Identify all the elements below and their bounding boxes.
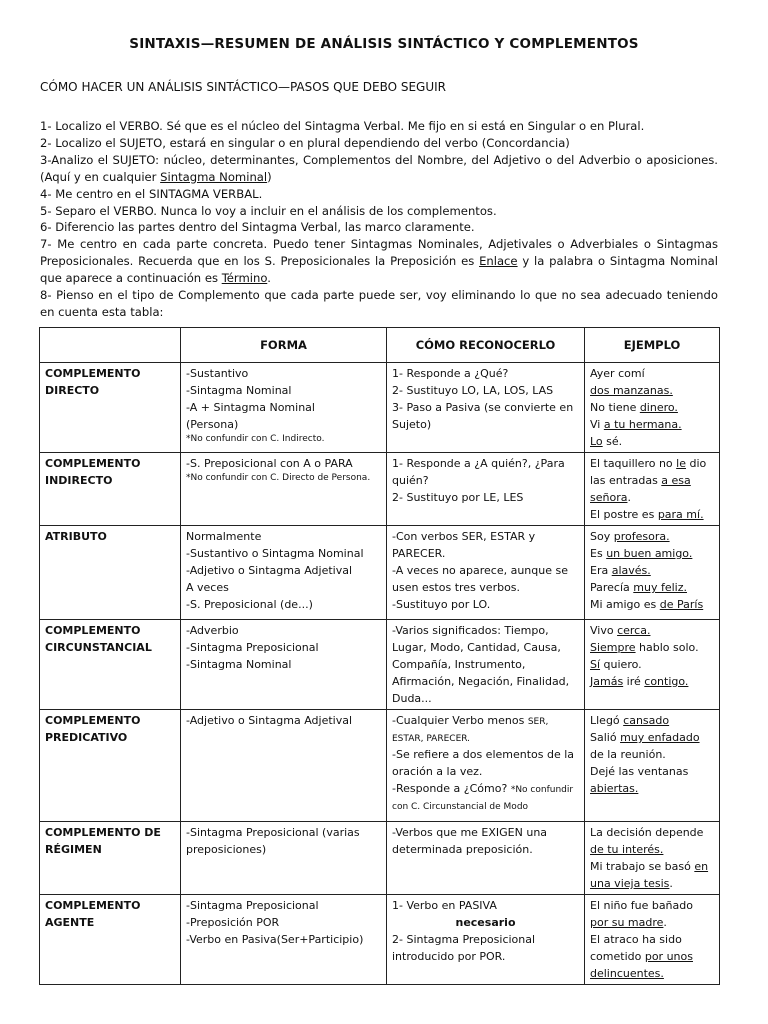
example-text: hablo solo. <box>635 641 699 654</box>
example-text: sé. <box>602 435 623 448</box>
step-6: 6- Diferencio las partes dentro del Sintagma Verbal, las marco claramente. <box>40 220 475 235</box>
forma-note: *No confundir con C. Directo de Persona. <box>186 473 371 483</box>
row-label: COMPLEMENTO CIRCUNSTANCIAL <box>40 620 181 710</box>
example-line <box>590 596 714 613</box>
ejemplo-cell <box>585 526 720 620</box>
example-text: El postre es <box>590 508 658 521</box>
table-row <box>40 526 720 620</box>
row-label: ATRIBUTO <box>40 526 181 620</box>
example-underlined: Sí <box>590 658 601 671</box>
example-underlined: muy enfadado <box>620 731 700 744</box>
reconocer-line: -Cualquier Verbo menos SER, ESTAR, PARECER. <box>392 714 549 744</box>
example-text: . <box>663 916 667 929</box>
forma-cell <box>181 526 387 620</box>
forma-line: Normalmente <box>186 530 262 543</box>
reconocer-line: -Con verbos SER, ESTAR y PARECER. <box>392 530 536 560</box>
forma-line: -Preposición POR <box>186 916 280 929</box>
forma-note: *No confundir con C. Indirecto. <box>186 434 325 444</box>
example-line <box>590 506 714 523</box>
forma-line: -Sintagma Preposicional <box>186 641 319 654</box>
forma-cell <box>181 363 387 453</box>
example-line <box>590 455 714 506</box>
example-line <box>590 858 714 892</box>
reconocer-cell <box>387 620 585 710</box>
row-label: COMPLEMENTO DE RÉGIMEN <box>40 822 181 895</box>
forma-line: -Adjetivo o Sintagma Adjetival <box>186 564 353 577</box>
table-header-row <box>40 328 720 363</box>
steps-list <box>40 118 718 321</box>
example-text: dio las entradas <box>590 457 707 487</box>
forma-line: -S. Preposicional con A o PARA <box>186 457 353 470</box>
section-subtitle: CÓMO HACER UN ANÁLISIS SINTÁCTICO—PASOS QUE DEBO SEGUIR <box>40 80 447 94</box>
forma-cell <box>181 710 387 822</box>
example-text: Parecía <box>590 581 634 594</box>
example-line <box>590 729 714 763</box>
step-7: 7- Me centro en cada parte concreta. Puedo tener Sintagmas Nominales, Adjetivales o Adverbiales o Sintagmas Preposicionales. Recuerda que en los S. Preposicionales la Preposición es Enlace y la palabra o Sintagma Nominal que aparece a continuación es Término. <box>40 237 719 286</box>
example-text: quiero. <box>600 658 642 671</box>
example-line <box>590 931 714 982</box>
ejemplo-cell <box>585 620 720 710</box>
example-text: La decisión depende <box>590 826 704 839</box>
example-underlined: por unos delincuentes. <box>590 950 693 980</box>
step-3: 3-Analizo el SUJETO: núcleo, determinantes, Complementos del Nombre, del Adjetivo o del Adverbio o aposiciones. (Aquí y en cualquier Sintagma Nominal) <box>40 152 718 184</box>
example-line <box>590 528 714 545</box>
example-underlined: dinero. <box>639 401 678 414</box>
reconocer-line: 1- Verbo en PASIVA <box>392 899 497 912</box>
example-line <box>590 365 714 382</box>
example-line <box>590 897 714 931</box>
example-text: . <box>669 877 673 890</box>
example-text: . <box>627 491 631 504</box>
example-underlined: contigo. <box>644 675 689 688</box>
reconocer-line: -Varios significados: Tiempo, Lugar, Modo, Cantidad, Causa, Compañía, Instrumento, Afirmación, Negación, Finalidad, Duda... <box>392 624 570 705</box>
example-line <box>590 763 714 797</box>
reconocer-cell <box>387 895 585 985</box>
header-forma: FORMA <box>181 328 387 363</box>
example-text: El niño fue bañado <box>590 899 693 912</box>
example-line <box>590 579 714 596</box>
reconocer-line: 1- Responde a ¿A quién?, ¿Para quién? <box>392 457 565 487</box>
example-text: iré <box>623 675 645 688</box>
step-5: 5- Separo el VERBO. Nunca lo voy a incluir en el análisis de los complementos. <box>40 203 497 218</box>
example-line <box>590 824 714 858</box>
example-text: de la reunión. <box>590 748 666 761</box>
forma-line: -Adverbio <box>186 624 239 637</box>
forma-line: -A + Sintagma Nominal <box>186 401 315 414</box>
forma-line: -S. Preposicional (de...) <box>186 598 313 611</box>
reconocer-cell <box>387 822 585 895</box>
table-row <box>40 363 720 453</box>
complements-table <box>39 327 720 985</box>
table-row <box>40 453 720 526</box>
reconocer-line: -Se refiere a dos elementos de la oración a la vez. <box>392 748 575 778</box>
reconocer-cell <box>387 363 585 453</box>
row-label: COMPLEMENTO PREDICATIVO <box>40 710 181 822</box>
example-underlined: en una vieja tesis <box>590 860 709 890</box>
forma-line: -Verbo en Pasiva(Ser+Participio) <box>186 933 364 946</box>
example-text: Llegó <box>590 714 624 727</box>
example-line <box>590 712 714 729</box>
ejemplo-cell <box>585 895 720 985</box>
example-underlined: le <box>676 457 686 470</box>
table-row <box>40 895 720 985</box>
example-text: No tiene <box>590 401 640 414</box>
reconocer-line: -Responde a ¿Cómo? *No confundir con C. Circunstancial de Modo <box>392 782 574 812</box>
example-text: El taquillero no <box>590 457 677 470</box>
reconocer-note: *No confundir con C. Circunstancial de Modo <box>392 785 574 812</box>
forma-cell <box>181 620 387 710</box>
example-line <box>590 382 714 399</box>
reconocer-line: 1- Responde a ¿Qué? <box>392 367 509 380</box>
example-underlined: de París <box>659 598 704 611</box>
example-line <box>590 673 714 690</box>
example-line <box>590 416 714 433</box>
reconocer-line: -A veces no aparece, aunque se usen estos tres verbos. <box>392 564 568 594</box>
step-2: 2- Localizo el SUJETO, estará en singular o en plural dependiendo del verbo (Concordancia) <box>40 135 570 150</box>
reconocer-cell <box>387 526 585 620</box>
example-underlined: cansado <box>623 714 670 727</box>
example-text: Vivo <box>590 624 618 637</box>
reconocer-line: 2- Sintagma Preposicional introducido por POR. <box>392 933 536 963</box>
example-underlined: por su madre <box>590 916 664 929</box>
document-title: SINTAXIS—RESUMEN DE ANÁLISIS SINTÁCTICO Y COMPLEMENTOS <box>129 36 639 52</box>
row-label: COMPLEMENTO INDIRECTO <box>40 453 181 526</box>
reconocer-emphasis: necesario <box>455 916 516 929</box>
example-text: Era <box>590 564 612 577</box>
example-underlined: a tu hermana. <box>603 418 682 431</box>
reconocer-line: 3- Paso a Pasiva (se convierte en Sujeto) <box>392 401 574 431</box>
example-line <box>590 545 714 562</box>
step-8: 8- Pienso en el tipo de Complemento que cada parte puede ser, voy eliminando lo que no sea adecuado teniendo en cuenta esta tabla: <box>40 288 718 319</box>
step-1: 1- Localizo el VERBO. Sé que es el núcleo del Sintagma Verbal. Me fijo en si está en Singular o en Plural. <box>40 119 645 133</box>
example-text: Mi trabajo se basó <box>590 860 695 873</box>
example-text: Vi <box>590 418 604 431</box>
example-text: Soy <box>590 530 614 543</box>
forma-line: A veces <box>186 581 229 594</box>
example-text: Mi amigo es <box>590 598 660 611</box>
example-line <box>590 639 714 656</box>
example-line <box>590 622 714 639</box>
example-line <box>590 433 714 450</box>
reconocer-line: -Verbos que me EXIGEN una determinada preposición. <box>392 826 548 856</box>
ejemplo-cell <box>585 822 720 895</box>
example-underlined: para mí. <box>657 508 704 521</box>
example-underlined: muy feliz. <box>633 581 687 594</box>
forma-line: -Adjetivo o Sintagma Adjetival <box>186 714 353 727</box>
ejemplo-cell <box>585 363 720 453</box>
example-underlined: alavés. <box>611 564 651 577</box>
forma-line: -Sintagma Nominal <box>186 658 292 671</box>
reconocer-line: 2- Sustituyo por LE, LES <box>392 491 524 504</box>
step-4: 4- Me centro en el SINTAGMA VERBAL. <box>40 186 263 201</box>
example-underlined: de tu interés. <box>590 843 664 856</box>
example-underlined: cerca. <box>617 624 651 637</box>
example-text: El atraco ha sido cometido <box>590 933 682 963</box>
example-underlined: un buen amigo. <box>606 547 693 560</box>
reconocer-small: SER, ESTAR, PARECER. <box>392 717 549 744</box>
example-line <box>590 399 714 416</box>
example-text: Dejé las ventanas <box>590 765 689 778</box>
reconocer-line: 2- Sustituyo LO, LA, LOS, LAS <box>392 384 554 397</box>
forma-line: -Sintagma Preposicional <box>186 899 319 912</box>
forma-cell <box>181 453 387 526</box>
example-underlined: a esa señora <box>590 474 691 504</box>
example-underlined: Siempre <box>590 641 636 654</box>
example-text: Salió <box>590 731 621 744</box>
forma-cell <box>181 822 387 895</box>
ejemplo-cell <box>585 710 720 822</box>
forma-line: -Sustantivo <box>186 367 249 380</box>
forma-line: -Sintagma Nominal <box>186 384 292 397</box>
table-row <box>40 822 720 895</box>
table-row <box>40 620 720 710</box>
example-underlined: profesora. <box>613 530 670 543</box>
reconocer-line: -Sustituyo por LO. <box>392 598 491 611</box>
example-underlined: dos manzanas. <box>590 384 673 397</box>
header-como-reconocerlo: CÓMO RECONOCERLO <box>387 328 585 363</box>
table-row <box>40 710 720 822</box>
example-line <box>590 562 714 579</box>
forma-line: (Persona) <box>186 418 239 431</box>
reconocer-cell <box>387 453 585 526</box>
row-label: COMPLEMENTO DIRECTO <box>40 363 181 453</box>
header-ejemplo: EJEMPLO <box>585 328 720 363</box>
forma-cell <box>181 895 387 985</box>
example-underlined: Lo <box>590 435 603 448</box>
example-underlined: abiertas. <box>590 782 639 795</box>
ejemplo-cell <box>585 453 720 526</box>
example-text: Ayer comí <box>590 367 645 380</box>
example-line <box>590 656 714 673</box>
reconocer-cell <box>387 710 585 822</box>
forma-line: -Sustantivo o Sintagma Nominal <box>186 547 364 560</box>
forma-line: -Sintagma Preposicional (varias preposiciones) <box>186 826 360 856</box>
example-text: Es <box>590 547 607 560</box>
row-label: COMPLEMENTO AGENTE <box>40 895 181 985</box>
example-underlined: Jamás <box>590 675 624 688</box>
header-empty <box>40 328 181 363</box>
